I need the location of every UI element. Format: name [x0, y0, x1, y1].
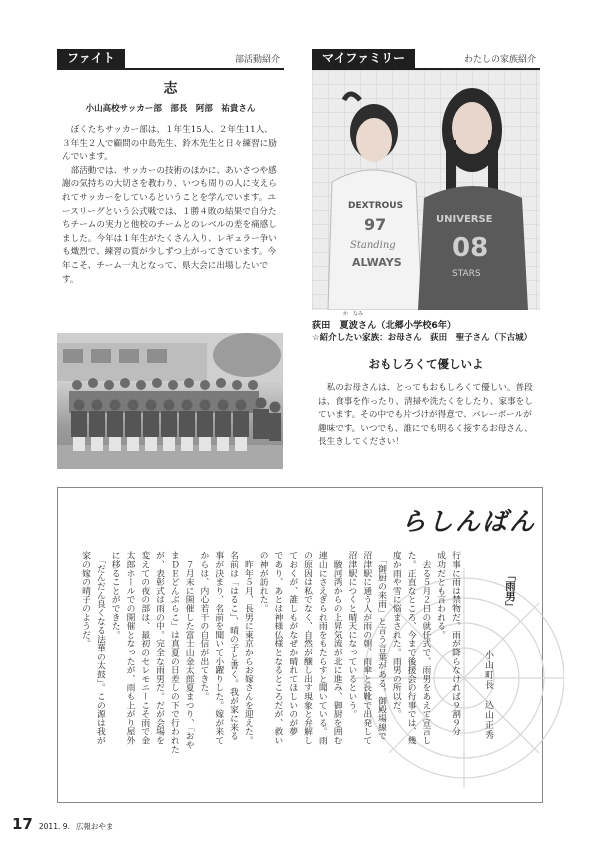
- svg-text:ALWAYS: ALWAYS: [352, 256, 402, 269]
- column-line: 行事に雨は禁物だ。雨が降らなければ９割９分: [450, 551, 460, 736]
- column-line: 太郎ホールでの開催となったが、雨も上がり屋外: [124, 551, 135, 745]
- fight-title: 志: [163, 81, 178, 97]
- footer-date: 2011. 9.: [38, 822, 70, 831]
- family-names-line1: 荻田 夏波さん（北郷小学校6年）: [312, 320, 457, 331]
- column-line: 昨年５月、長男に東京からお嫁さんを迎えた。: [242, 551, 253, 745]
- column-line: 「だんだん良くなる法華の太鼓」。この源は我が: [94, 551, 105, 745]
- svg-text:97: 97: [364, 215, 387, 234]
- column-line: の神が訪れた。: [257, 551, 268, 613]
- column-line: 「御厨の来雨」と言う言葉がある。御殿場線で: [376, 551, 387, 741]
- column-line: た。正直なところ、今まで後援会の行事では、幾: [405, 551, 416, 745]
- family-header-subtitle: わたしの家族紹介: [463, 55, 536, 65]
- family-title: おもしろくて優しいよ: [368, 357, 484, 371]
- column-line: ７月末に開催した富士山金太郎夏まつり、「おや: [183, 551, 194, 749]
- page-footer: [12, 815, 113, 833]
- fight-header-subtitle: 部活動紹介: [234, 55, 280, 65]
- fight-section-header: [57, 49, 284, 68]
- svg-text:UNIVERSE: UNIVERSE: [436, 214, 493, 225]
- soccer-team-photo-art: [57, 333, 283, 469]
- column-line: 駿河湾からの上昇気流が北に進み、御厨を囲む: [331, 551, 342, 745]
- column-logo: らしんばん: [400, 507, 536, 536]
- column-line: に移ることができた。: [109, 551, 120, 639]
- column-line: からは、内心若干の自信が出てきた。: [198, 551, 209, 701]
- svg-text:STARS: STARS: [452, 269, 481, 279]
- column-line: 名前は「はるこ」、晴の子と書く。我が家に来る: [228, 551, 239, 741]
- column-line: まＤＥどんぶらこ」は真夏の日差しの下で行われた: [168, 551, 179, 754]
- column-body: [70, 551, 462, 795]
- fight-header-tag: ファイト: [57, 49, 125, 68]
- fight-article: [62, 124, 281, 287]
- family-header-tag: マイファミリー: [312, 49, 415, 68]
- family-photo-art: [312, 70, 540, 310]
- fight-paragraph-2: 部活動では、サッカーの技術のほかに、あいさつや感謝の気持ちの大切さを教わり、いつも周りの人に支えられてサッカーをしているということを学んでいます。ユースリーグという公式戦では、１勝４敗の結果で自分たちチームの実力と他校のチームとのレベルの差を痛感しました。今年は１年生がたくさん入り、レギュラー争いも熾烈で、練習の質が少しずつ上がってきています。今年こそ、チーム一丸となって、県大会に出場したいです。: [62, 165, 277, 285]
- fight-paragraph-1: ぼくたちサッカー部は、１年生15人、２年生11人、３年生２人で顧問の中島先生、鈴木先生と日々練習に励んでいます。: [62, 125, 277, 163]
- fight-header-rule: [57, 68, 284, 70]
- column-line: 沼津駅につくと晴天になっているという。: [346, 551, 357, 719]
- column-line: の原因は私でなく、自然が醸し出す現象と弁解し: [302, 551, 313, 745]
- column-line: 成功だとも言われる。: [435, 551, 446, 639]
- soccer-team-photo: [57, 333, 283, 469]
- column-line: 度か雨や雪に悩まされた。雨男の所以だ。: [390, 551, 401, 719]
- column-line: 家の嫁の晴子のようだ。: [80, 551, 91, 648]
- column-line: 沼津駅に通う人が雨の朝、雨傘と長靴で出発して: [361, 551, 372, 745]
- column-line: 去る５月２日の就任式で、雨男をあえて宣言し: [420, 551, 431, 745]
- column-line: が、表彰式は雨の中。完全な雨男だ。だが会場を: [154, 551, 165, 745]
- family-paragraph: 私のお母さんは、とってもおもしろくて優しい。普段は、食事を作ったり、清掃や洗たくをしたり、家事をしています。その中でも片づけが得意で、バレーボールが趣味です。いつでも、誰にでも明るく接するお母さん、長生きしてください！: [318, 383, 533, 448]
- svg-text:08: 08: [452, 233, 489, 263]
- svg-text:Standing: Standing: [350, 240, 396, 251]
- svg-text:DEXTROUS: DEXTROUS: [348, 201, 404, 211]
- column-line: ておくが、誰しもがなぜか晴れてほしいのが夢: [287, 551, 298, 736]
- page-number: 17: [12, 815, 33, 833]
- column-line: であり、あとは神様仏様となるところだが、救い: [272, 551, 283, 745]
- column-line: 連山にさえぎられ雨をもたらすと聞いている。雨: [316, 551, 327, 745]
- column-author: 小山町長 込山正秀: [483, 650, 493, 740]
- family-section-header: [312, 49, 540, 68]
- column-line: 事が決まり、名前を聞いて小躍りした。嫁が来て: [213, 551, 224, 745]
- family-name-ruby: か なみ: [343, 311, 364, 317]
- column-title: 「雨男」: [504, 570, 516, 612]
- family-names-line2: ☆紹介したい家族：お母さん 荻田 聖子さん（下古城）: [312, 333, 533, 343]
- footer-publication: 広報おやま: [75, 822, 114, 831]
- column-line: 変えての夜の部は、最初のセレモニーこそ雨で金: [139, 551, 150, 745]
- fight-byline: 小山高校サッカー部 部長 阿部 祐貴さん: [85, 104, 256, 114]
- family-photo: [312, 70, 540, 310]
